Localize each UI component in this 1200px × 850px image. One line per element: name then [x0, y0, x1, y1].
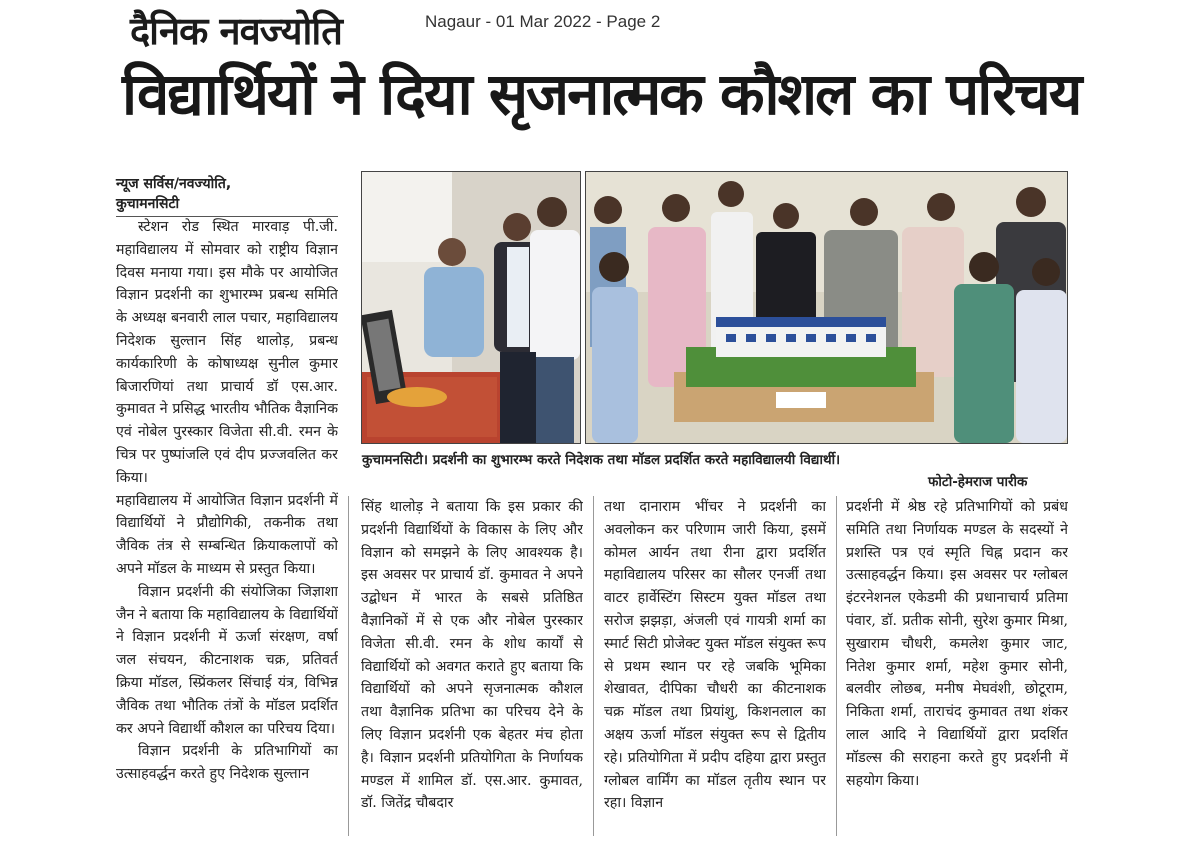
article-paragraph: विज्ञान प्रदर्शनी की संयोजिका जिज्ञाशा जैन ने बताया कि महाविद्यालय के विद्यार्थियों ने विज्ञान प्रदर्शनी में ऊर्जा संरक्षण, वर्षा जल संचयन, कीटनाशक चक्र, प्रतिवर्त क्रिया मॉडल, स्प्रिंकलर सिंचाई यंत्र, विभिन्न जैविक तथा भौतिक तंत्रों के मॉडल प्रदर्शित कर अपने विद्यार्थी कौशल का परिचय दिया। — [116, 583, 338, 737]
photo-students-model — [585, 171, 1068, 444]
byline-source: न्यूज सर्विस/नवज्योति, — [116, 176, 232, 192]
headline: विद्यार्थियों ने दिया सृजनात्मक कौशल का परिचय — [122, 60, 1081, 128]
photo-inauguration-image — [362, 172, 580, 443]
edition-info: Nagaur - 01 Mar 2022 - Page 2 — [425, 12, 661, 31]
article-paragraph: विज्ञान प्रदर्शनी के प्रतिभागियों का उत्साहवर्द्धन करते हुए निदेशक सुल्तान — [116, 743, 338, 783]
photo-students-model-image — [586, 172, 1067, 443]
byline — [116, 174, 338, 217]
photo-caption: कुचामनसिटी। प्रदर्शनी का शुभारम्भ करते निदेशक तथा मॉडल प्रदर्शित करते महाविद्यालयी विद्यार्थी। — [362, 452, 841, 468]
column-divider — [593, 496, 594, 836]
article-paragraph: स्टेशन रोड स्थित मारवाड़ पी.जी. महाविद्यालय में सोमवार को राष्ट्रीय विज्ञान दिवस मनाया गया। इस मौके पर आयोजित विज्ञान प्रदर्शनी का शुभारम्भ प्रबन्ध समिति के अध्यक्ष बनवारी लाल पचार, महाविद्यालय निदेशक सुल्तान सिंह थालोड़, प्रबन्ध कार्यकारिणी के कोषाध्यक्ष सुनील कुमार बिजारणियां तथा प्राचार्य डॉ एस.आर. कुमावत ने प्रसिद्ध भारतीय भौतिक वैज्ञानिक एवं नोबेल पुरस्कार विजेता सी.वी. रमन के चित्र पर पुष्पांजलि एवं दीप प्रज्जवलित कर किया। — [116, 219, 338, 486]
photo-inauguration — [361, 171, 581, 444]
masthead-logo: दैनिक नवज्योति — [130, 9, 342, 53]
article-column-4 — [846, 496, 1068, 836]
column-divider — [836, 496, 837, 836]
article-paragraph: सिंह थालोड़ ने बताया कि इस प्रकार की प्रदर्शनी विद्यार्थियों के विकास के लिए और विज्ञान को समझने के लिए आवश्यक है। इस अवसर पर प्राचार्य डॉ. कुमावत ने अपने उद्बोधन में भारत के सबसे प्रतिष्ठित वैज्ञानिकों में से एक और नोबेल पुरस्कार विजेता सी.वी. रमन के शोध कार्यों से विद्यार्थियों को अवगत कराते हुए बताया कि विद्यार्थियों को अपने सृजनात्मक कौशल तथा वैज्ञानिक प्रतिभा का परिचय देने के लिए विज्ञान प्रदर्शनी एक बेहतर मंच होता है। विज्ञान प्रदर्शनी प्रतियोगिता के निर्णायक मण्डल में शामिल डॉ. एस.आर. कुमावत, डॉ. जितेंद्र चौबदार — [361, 499, 583, 812]
article-column-1 — [116, 216, 338, 836]
article-paragraph: महाविद्यालय में आयोजित विज्ञान प्रदर्शनी में विद्यार्थियों ने प्रौद्योगिकी, तकनीक तथा जैविक तंत्र से सम्बन्धित क्रियाकलापों को अपने मॉडल के माध्यम से प्रस्तुत किया। — [116, 492, 338, 577]
byline-location: कुचामनसिटी — [116, 196, 180, 212]
column-divider — [348, 496, 349, 836]
photo-credit: फोटो-हेमराज पारीक — [928, 474, 1028, 490]
article-paragraph: तथा दानाराम भींचर ने प्रदर्शनी का अवलोकन कर परिणाम जारी किया, इसमें कोमल आर्यन तथा रीना द्वारा प्रदर्शित महाविद्यालय परिसर का सौलर एनर्जी तथा वाटर हार्वेस्टिंग सिस्टम युक्त मॉडल तथा सरोज झझड़ा, अंजली एवं गायत्री शर्मा का स्मार्ट सिटी प्रोजेक्ट युक्त मॉडल संयुक्त रूप से प्रथम स्थान पर रहे जबकि भूमिका शेखावत, दीपिका चौधरी का कीटनाशक चक्र मॉडल तथा प्रियांशु, किशनलाल का अक्षय ऊर्जा मॉडल संयुक्त रूप से द्वितीय रहे। प्रतियोगिता में प्रदीप दहिया द्वारा प्रस्तुत ग्लोबल वार्मिंग का मॉडल तृतीय स्थान पर रहा। विज्ञान — [604, 499, 826, 812]
article-column-3 — [604, 496, 826, 836]
article-column-2 — [361, 496, 583, 836]
article-paragraph: प्रदर्शनी में श्रेष्ठ रहे प्रतिभागियों को प्रबंध समिति तथा निर्णायक मण्डल के सदस्यों ने प्रशस्ति पत्र एवं स्मृति चिह्न प्रदान कर उत्साहवर्द्धन किया। इस अवसर पर ग्लोबल इंटरनेशनल एकेडमी की प्रधानाचार्य प्रतिमा पंवार, डॉ. प्रतीक सोनी, सुरेश कुमार मिश्रा, सुखाराम चौधरी, कमलेश कुमार जाट, नितेश कुमार शर्मा, महेश कुमार सोनी, बलवीर लोछब, मनीष मेघवंशी, छोटूराम, निकिता शर्मा, ताराचंद कुमावत तथा शंकर लाल आदि ने विद्यार्थियों द्वारा प्रदर्शित मॉडल्स की सराहना करते हुए प्रदर्शनी में सहयोग किया। — [846, 499, 1068, 789]
